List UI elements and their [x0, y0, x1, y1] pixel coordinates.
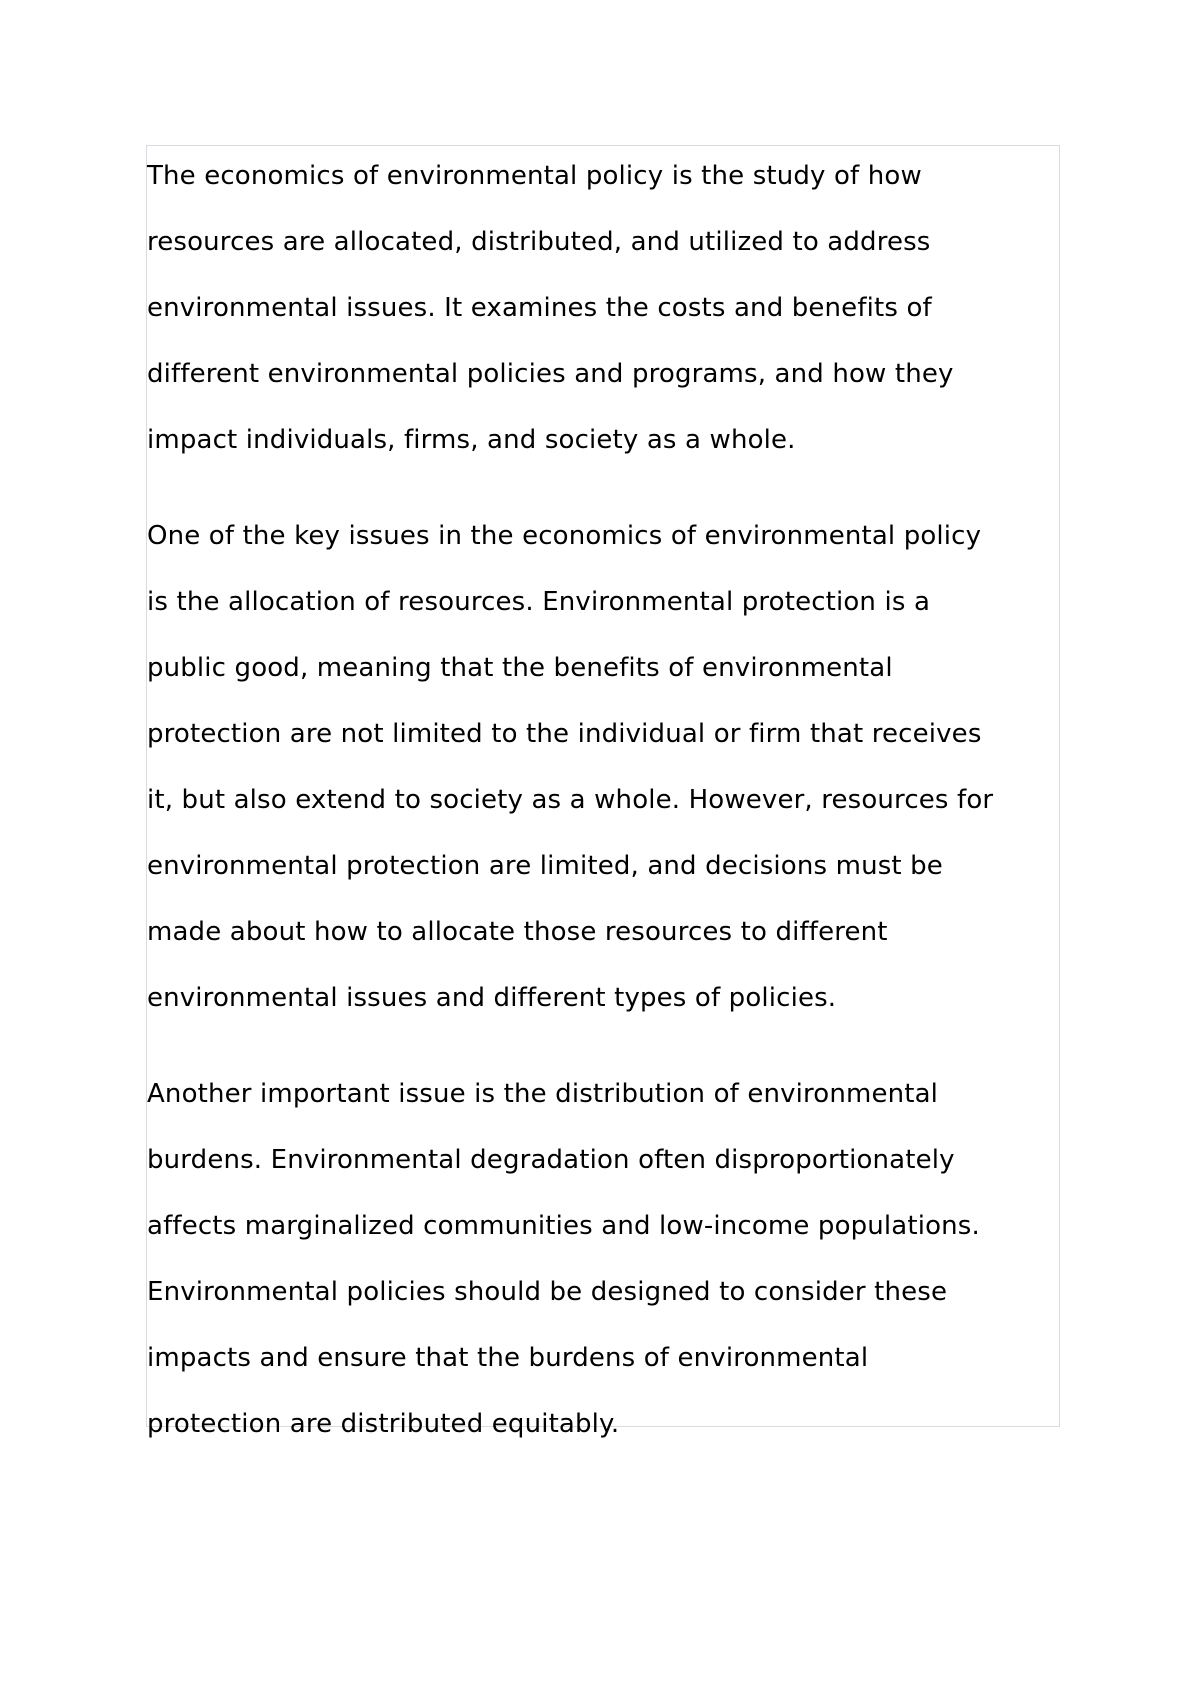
text-line: different environmental policies and programs, and how they	[147, 359, 954, 389]
text-box	[146, 145, 1060, 1439]
text-line: it, but also extend to society as a whole. However, resources for	[147, 785, 994, 815]
text-line: resources are allocated, distributed, and utilized to address	[147, 227, 931, 257]
text-line: affects marginalized communities and low-income populations.	[147, 1211, 980, 1241]
text-content	[147, 143, 1059, 1457]
text-line: environmental issues and different types of policies.	[147, 983, 837, 1013]
text-line: The economics of environmental policy is the study of how	[147, 161, 922, 191]
text-line: is the allocation of resources. Environmental protection is a	[147, 587, 931, 617]
text-line: environmental issues. It examines the costs and benefits of	[147, 293, 932, 323]
text-line: public good, meaning that the benefits of environmental	[147, 653, 893, 683]
paragraph-3	[147, 1061, 1059, 1457]
text-line: impact individuals, firms, and society as a whole.	[147, 425, 796, 455]
text-line: protection are not limited to the individual or firm that receives	[147, 719, 982, 749]
text-line: impacts and ensure that the burdens of environmental	[147, 1343, 869, 1373]
text-line: environmental protection are limited, and decisions must be	[147, 851, 943, 881]
paragraph-1	[147, 143, 1059, 473]
text-line: made about how to allocate those resources to different	[147, 917, 888, 947]
text-line: Environmental policies should be designed to consider these	[147, 1277, 948, 1307]
text-line: burdens. Environmental degradation often disproportionately	[147, 1145, 955, 1175]
text-line: Another important issue is the distribution of environmental	[147, 1079, 939, 1109]
paragraph-2	[147, 503, 1059, 1031]
text-line: One of the key issues in the economics of environmental policy	[147, 521, 982, 551]
text-line: protection are distributed equitably.	[147, 1409, 620, 1439]
